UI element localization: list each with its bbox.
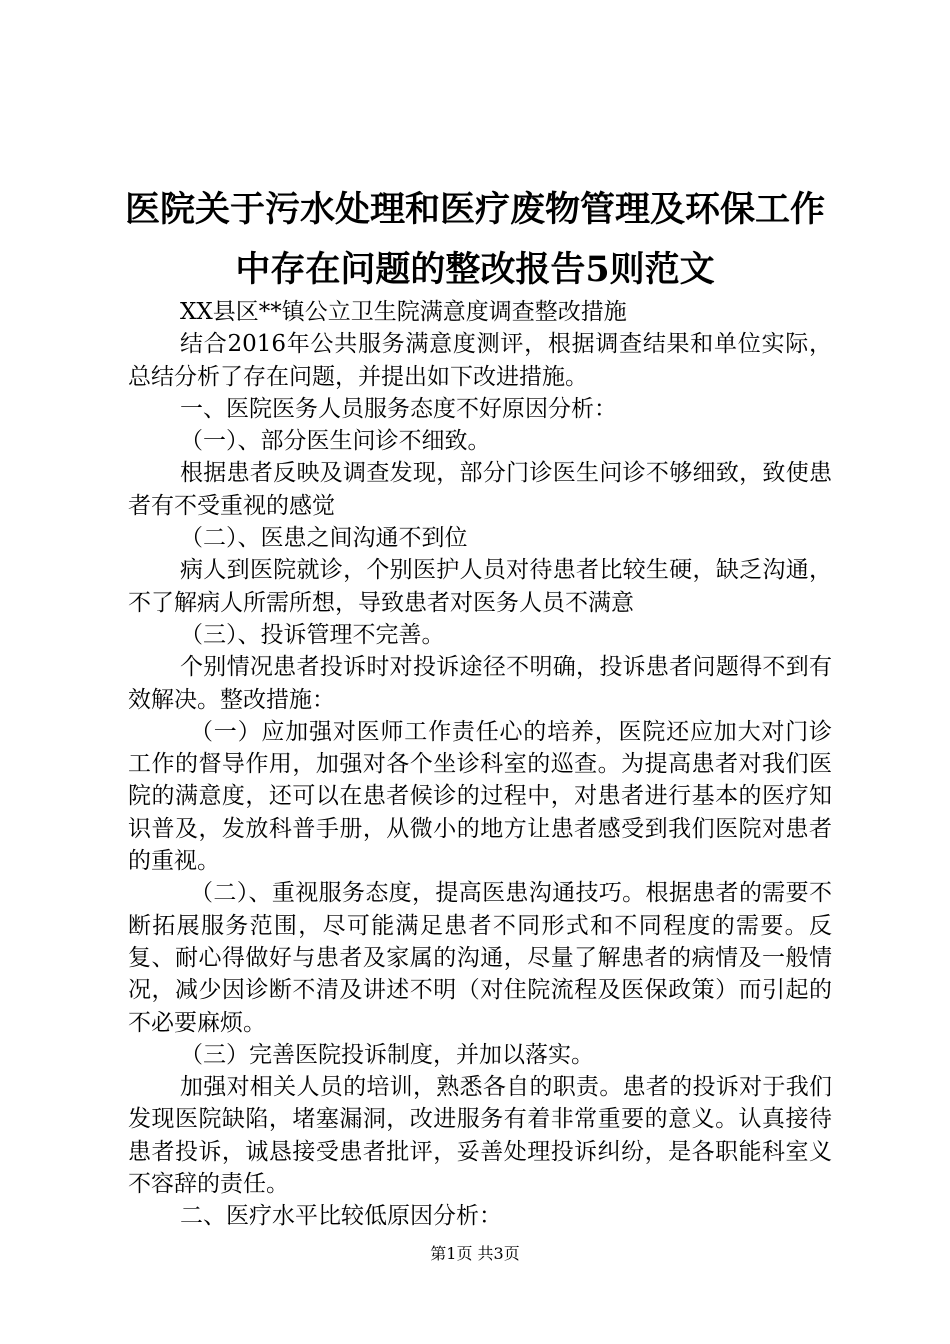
paragraph: 根据患者反映及调查发现，部分门诊医生问诊不够细致，致使患者有不受重视的感觉 — [128, 460, 832, 519]
page-number-footer: 第1页 共3页 — [430, 1244, 520, 1263]
subsection-heading: （一）、部分医生问诊不细致。 — [180, 428, 491, 455]
subsection-heading: （二）、医患之间沟通不到位 — [180, 525, 468, 552]
subsection-heading: （三）、投诉管理不完善。 — [180, 621, 445, 648]
paragraph: （一）应加强对医师工作责任心的培养，医院还应加大对门诊工作的督导作用，加强对各个坐诊科室的巡查。为提高患者对我们医院的满意度，还可以在患者候诊的过程中，对患者进行基本的医疗知识普及，发放科普手册，从微小的地方让患者感受到我们医院对患者的重视。 — [128, 718, 832, 875]
paragraph: 结合2016年公共服务满意度测评，根据调查结果和单位实际，总结分析了存在问题，并提出如下改进措施。 — [128, 331, 832, 390]
paragraph: （二）、重视服务态度，提高医患沟通技巧。根据患者的需要不断拓展服务范围，尽可能满足患者不同形式和不同程度的需要。反复、耐心得做好与患者及家属的沟通，尽量了解患者的病情及一般情况，减少因诊断不清及讲述不明（对住院流程及医保政策）而引起的不必要麻烦。 — [128, 880, 832, 1036]
document-title-line-1: 医院关于污水处理和医疗废物管理及环保工作 — [125, 189, 826, 230]
document-title-line-2: 中存在问题的整改报告5则范文 — [235, 249, 715, 290]
section-heading: 一、医院医务人员服务态度不好原因分析： — [180, 395, 617, 422]
subsection-heading: （三）完善医院投诉制度，并加以落实。 — [180, 1041, 594, 1068]
paragraph: 病人到医院就诊，个别医护人员对待患者比较生硬，缺乏沟通，不了解病人所需所想，导致患者对医务人员不满意 — [128, 557, 832, 616]
paragraph-intro-heading: XX县区**镇公立卫生院满意度调查整改措施 — [180, 299, 627, 325]
document-body — [128, 296, 832, 1233]
section-heading: 二、医疗水平比较低原因分析： — [180, 1203, 502, 1230]
paragraph: 个别情况患者投诉时对投诉途径不明确，投诉患者问题得不到有效解决。整改措施： — [128, 654, 832, 713]
paragraph: 加强对相关人员的培训，熟悉各自的职责。患者的投诉对于我们发现医院缺陷，堵塞漏洞，改进服务有着非常重要的意义。认真接待患者投诉，诚恳接受患者批评，妥善处理投诉纠纷，是各职能科室义不容辞的责任。 — [128, 1074, 832, 1198]
